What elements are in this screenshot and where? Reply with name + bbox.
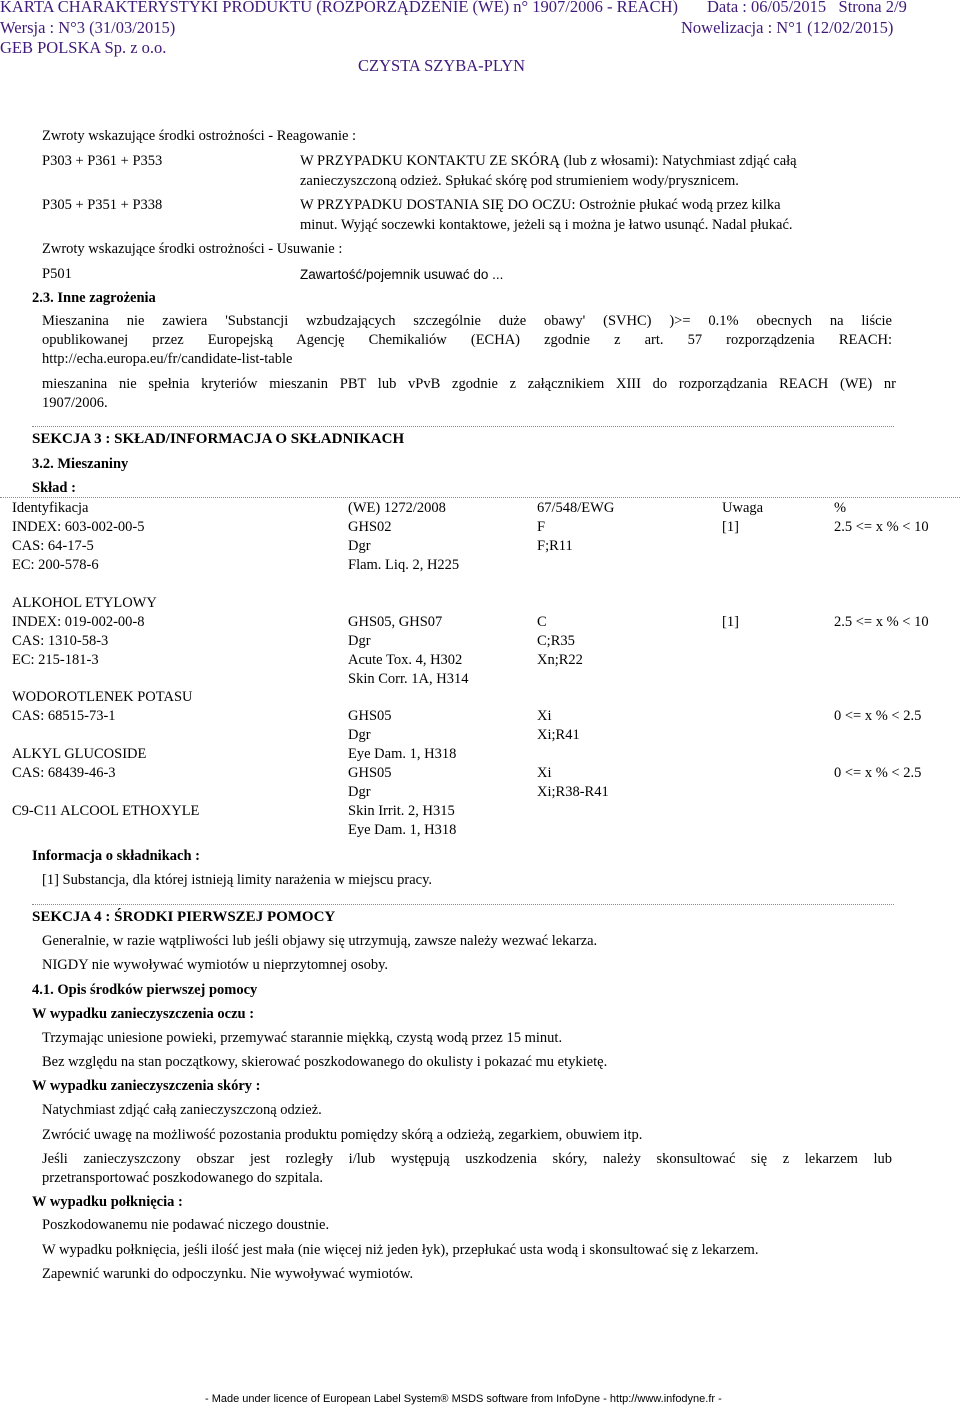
echa-link[interactable]: http://echa.europa.eu/fr/candidate-list-table — [42, 351, 293, 367]
component-info-title: Informacja o składnikach : — [32, 848, 200, 864]
section3-subtitle: 3.2. Mieszaniny — [32, 456, 129, 472]
row-clp: GHS02 — [348, 519, 392, 535]
disposal-title: Zwroty wskazujące środki ostrożności - Usuwanie : — [42, 241, 343, 257]
row-ident: ALKOHOL ETYLOWY — [12, 595, 157, 611]
row-percent: 0 <= x % < 2.5 — [834, 708, 922, 724]
disposal-text: Zawartość/pojemnik usuwać do ... — [300, 267, 504, 282]
row-ident: EC: 215-181-3 — [12, 652, 99, 668]
row-note: [1] — [722, 614, 739, 630]
svhc-text: opublikowanej przez Europejską Agencję Chemikaliów (ECHA) zgodnie z art. 57 rozporządzenia REACH: — [42, 332, 892, 348]
component-info-text: [1] Substancja, dla której istnieją limity narażenia w miejscu pracy. — [42, 872, 433, 888]
precaution-text: W PRZYPADKU KONTAKTU ZE SKÓRĄ (lub z włosami): Natychmiast zdjąć całą — [300, 153, 797, 169]
skin-text: Natychmiast zdjąć całą zanieczyszczoną odzież. — [42, 1102, 322, 1118]
section4-title: SEKCJA 4 : ŚRODKI PIERWSZEJ POMOCY — [32, 909, 336, 925]
row-clp: GHS05 — [348, 708, 392, 724]
revision: Nowelizacja : N°1 (12/02/2015) — [681, 18, 894, 37]
row-percent: 2.5 <= x % < 10 — [834, 519, 929, 535]
col-header-dsd: 67/548/EWG — [537, 500, 615, 516]
row-clp: Skin Corr. 1A, H314 — [348, 671, 469, 687]
composition-label: Skład : — [32, 480, 76, 496]
row-dsd: F — [537, 519, 546, 535]
col-header-percent: % — [834, 500, 847, 516]
row-clp: Eye Dam. 1, H318 — [348, 822, 457, 838]
row-percent: 2.5 <= x % < 10 — [834, 614, 929, 630]
row-ident: CAS: 68515-73-1 — [12, 708, 116, 724]
section4-subtitle: 4.1. Opis środków pierwszej pomocy — [32, 982, 258, 998]
date-page: Data : 06/05/2015 Strona 2/9 — [707, 0, 907, 16]
disposal-code: P501 — [42, 266, 72, 282]
swallow-text: Poszkodowanemu nie podawać niczego doustnie. — [42, 1217, 330, 1233]
row-clp: GHS05, GHS07 — [348, 614, 443, 630]
row-dsd: Xi;R38-R41 — [537, 784, 609, 800]
row-note: [1] — [722, 519, 739, 535]
row-ident: CAS: 64-17-5 — [12, 538, 94, 554]
eyes-text: Trzymając uniesione powieki, przemywać starannie miękką, czystą wodą przez 15 minut. — [42, 1030, 563, 1046]
row-dsd: C;R35 — [537, 633, 575, 649]
general-text: Generalnie, w razie wątpliwości lub jeśli objawy się utrzymują, zawsze należy wezwać lekarza. — [42, 933, 598, 949]
skin-text: Jeśli zanieczyszczony obszar jest rozległy i/lub występują uszkodzenia skóry, należy skonsultować się z lekarzem lub — [42, 1151, 892, 1167]
row-dsd: Xi — [537, 708, 552, 724]
footer-text: - Made under licence of European Label System® MSDS software from InfoDyne - http://www.infodyne.fr - — [205, 1393, 722, 1405]
skin-title: W wypadku zanieczyszczenia skóry : — [32, 1078, 261, 1094]
row-percent: 0 <= x % < 2.5 — [834, 765, 922, 781]
response-title: Zwroty wskazujące środki ostrożności - Reagowanie : — [42, 128, 357, 144]
product-name: CZYSTA SZYBA-PLYN — [358, 56, 526, 75]
table-top-rule — [0, 497, 960, 498]
skin-text: Zwrócić uwagę na możliwość pozostania produktu pomiędzy skórą a odzieżą, zegarkiem, obuwiem itp. — [42, 1127, 643, 1143]
row-ident: CAS: 1310-58-3 — [12, 633, 109, 649]
general-text: NIGDY nie wywoływać wymiotów u nieprzytomnej osoby. — [42, 957, 389, 973]
company-name: GEB POLSKA Sp. z o.o. — [0, 38, 167, 57]
svhc-text: Mieszanina nie zawiera 'Substancji wzbudzających szczególnie duże obawy' (SVHC) )>= 0.1% obecnych na liście — [42, 313, 892, 329]
row-clp: Eye Dam. 1, H318 — [348, 746, 457, 762]
skin-text: przetransportować poszkodowanego do szpitala. — [42, 1170, 324, 1186]
precaution-text: W PRZYPADKU DOSTANIA SIĘ DO OCZU: Ostrożnie płukać wodą przez kilka — [300, 197, 781, 213]
swallow-text: W wypadku połknięcia, jeśli ilość jest mała (nie więcej niż jeden łyk), przepłukać usta wodą i skonsultować się z lekarzem. — [42, 1242, 759, 1258]
row-ident: CAS: 68439-46-3 — [12, 765, 116, 781]
row-ident: C9-C11 ALCOOL ETHOXYLE — [12, 803, 200, 819]
other-hazards-title: 2.3. Inne zagrożenia — [32, 290, 156, 306]
row-ident: WODOROTLENEK POTASU — [12, 689, 193, 705]
row-dsd: C — [537, 614, 547, 630]
swallow-title: W wypadku połknięcia : — [32, 1194, 183, 1210]
pbt-text: 1907/2006. — [42, 395, 108, 411]
row-ident: INDEX: 019-002-00-8 — [12, 614, 145, 630]
col-header-note: Uwaga — [722, 500, 764, 516]
precaution-text: zanieczyszczoną odzież. Spłukać skórę pod strumieniem wody/prysznicem. — [300, 173, 739, 189]
eyes-title: W wypadku zanieczyszczenia oczu : — [32, 1006, 255, 1022]
precaution-code: P305 + P351 + P338 — [42, 197, 163, 213]
row-clp: Skin Irrit. 2, H315 — [348, 803, 455, 819]
col-header-ident: Identyfikacja — [12, 500, 89, 516]
row-ident: INDEX: 603-002-00-5 — [12, 519, 145, 535]
row-dsd: F;R11 — [537, 538, 573, 554]
section-divider — [32, 904, 894, 905]
document-title: KARTA CHARAKTERYSTYKI PRODUKTU (ROZPORZĄDZENIE (WE) n° 1907/2006 - REACH) — [0, 0, 679, 16]
swallow-text: Zapewnić warunki do odpoczynku. Nie wywoływać wymiotów. — [42, 1266, 414, 1282]
precaution-text: minut. Wyjąć soczewki kontaktowe, jeżeli są i można je łatwo usunąć. Nadal płukać. — [300, 217, 793, 233]
row-clp: GHS05 — [348, 765, 392, 781]
row-ident: ALKYL GLUCOSIDE — [12, 746, 147, 762]
row-clp: Dgr — [348, 538, 371, 554]
section3-title: SEKCJA 3 : SKŁAD/INFORMACJA O SKŁADNIKACH — [32, 431, 405, 447]
row-clp: Dgr — [348, 633, 371, 649]
precaution-code: P303 + P361 + P353 — [42, 153, 163, 169]
row-clp: Dgr — [348, 727, 371, 743]
row-clp: Dgr — [348, 784, 371, 800]
row-dsd: Xi;R41 — [537, 727, 580, 743]
row-dsd: Xi — [537, 765, 552, 781]
eyes-text: Bez względu na stan początkowy, skierować poszkodowanego do okulisty i pokazać mu etykietę. — [42, 1054, 608, 1070]
row-clp: Acute Tox. 4, H302 — [348, 652, 463, 668]
pbt-text: mieszanina nie spełnia kryteriów mieszanin PBT lub vPvB zgodnie z załącznikiem XIII do rozporządzania REACH (WE) nr — [42, 376, 896, 392]
row-ident: EC: 200-578-6 — [12, 557, 99, 573]
section-divider — [32, 426, 894, 427]
col-header-clp: (WE) 1272/2008 — [348, 500, 446, 516]
row-clp: Flam. Liq. 2, H225 — [348, 557, 460, 573]
version: Wersja : N°3 (31/03/2015) — [0, 18, 176, 37]
row-dsd: Xn;R22 — [537, 652, 583, 668]
